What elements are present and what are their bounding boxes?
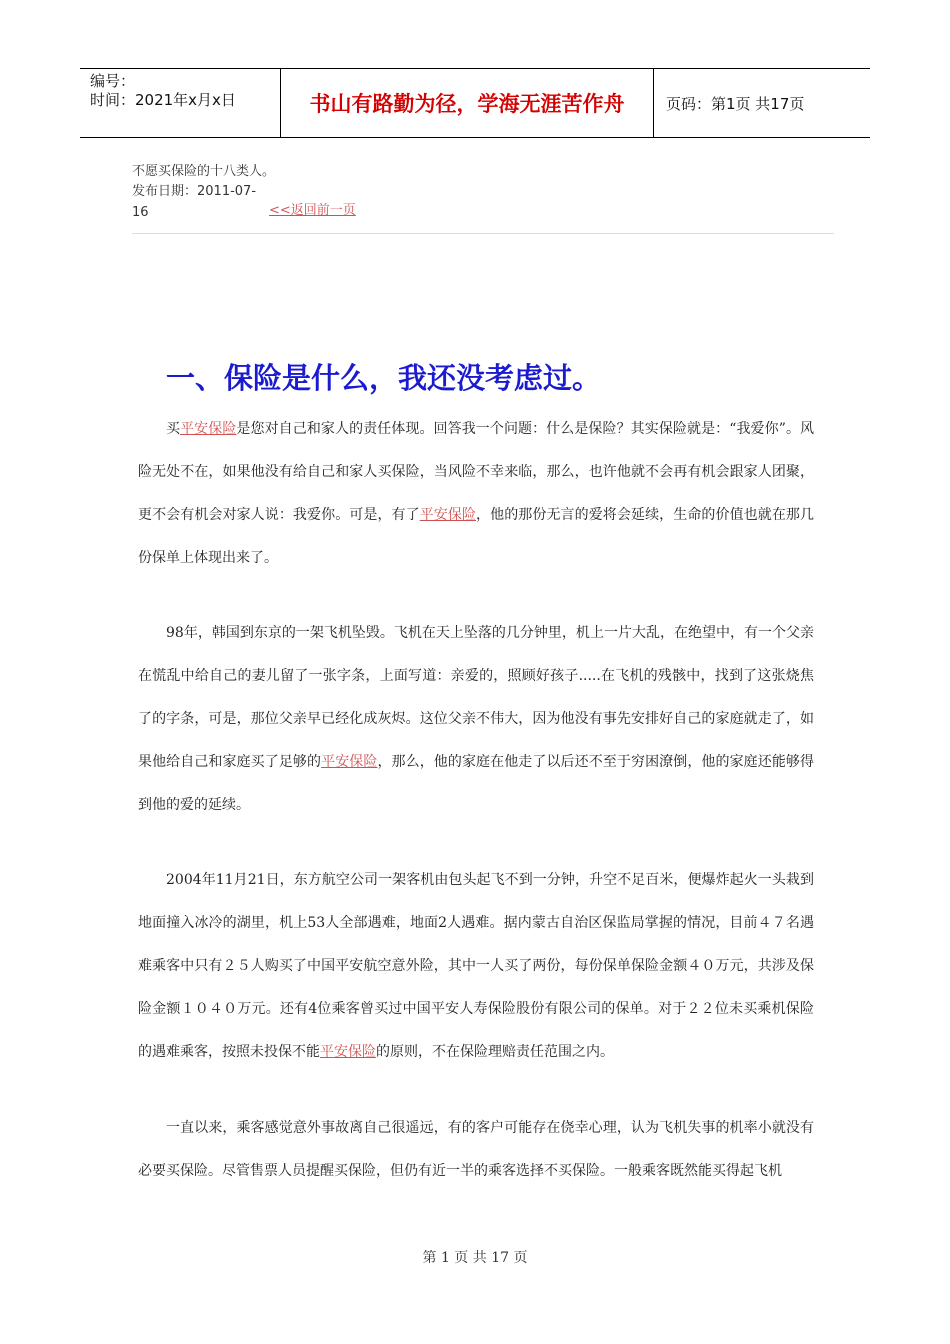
p3-text-b: 的原则，不在保险理赔责任范围之内。 [376, 1044, 614, 1060]
article-meta [132, 162, 275, 223]
header-page-label: 页码：第1页 共17页 [666, 94, 805, 113]
paragraph-2 [138, 612, 814, 827]
p2-text-b: ，那么，他的家庭在他走了以后还不至于穷困潦倒，他的家庭还能够得到他的爱的延续。 [138, 754, 815, 813]
header-left-cell [80, 69, 281, 137]
ping-an-link[interactable]: 平安保险 [320, 1044, 376, 1060]
p3-text-a: 2004年11月21日，东方航空公司一架客机由包头起飞不到一分钟，升空不足百米，便爆炸起火一头栽到地面撞入冰冷的湖里，机上53人全部遇难，地面2人遇难。据内蒙古自治区保监局掌握的情况，目前４７名遇难乘客中只有２５人购买了中国平安航空意外险，其中一人买了两份，每份保单保险金额４０万元，共涉及保险金额１０４０万元。还有4位乘客曾买过中国平安人寿保险股份有限公司的保单。对于２２位未买乘机保险的遇难乘客，按照未投保不能 [138, 872, 814, 1060]
divider [132, 233, 834, 234]
header-motto: 书山有路勤为径，学海无涯苦作舟 [309, 92, 625, 116]
article-title: 不愿买保险的十八类人。 [132, 164, 276, 179]
document-number-label: 编号： [90, 72, 136, 90]
section-heading: 一、保险是什么，我还没考虑过。 [166, 361, 602, 395]
paragraph-3 [138, 859, 814, 1074]
p1-text-b: 是您对自己和家人的责任体现。回答我一个问题：什么是保险？其实保险就是：“我爱你”。风险无处不在，如果他没有给自己和家人买保险，当风险不幸来临，那么，也许他就不会再有机会跟家人团聚，更不会有机会对家人说：我爱你。可是，有了 [138, 421, 815, 523]
page-footer: 第 1 页 共 17 页 [422, 1250, 528, 1266]
ping-an-link[interactable]: 平安保险 [321, 754, 378, 770]
header-page-cell [654, 69, 870, 137]
p1-text-c: ，他的那份无言的爱将会延续，生命的价值也就在那几份保单上体现出来了。 [138, 507, 815, 566]
p1-text-a: 买 [166, 421, 181, 437]
back-link[interactable]: <<返回前一页 [269, 203, 356, 218]
p2-text-a: 98年，韩国到东京的一架飞机坠毁。飞机在天上坠落的几分钟里，机上一片大乱，在绝望中，有一个父亲在慌乱中给自己的妻儿留了一张字条，上面写道：亲爱的，照顾好孩子.....在飞机的残骸中，找到了这张烧焦了的字条，可是，那位父亲早已经化成灰烬。这位父亲不伟大，因为他没有事先安排好自己的家庭就走了，如果他给自己和家庭买了足够的 [138, 625, 814, 770]
header-table [80, 68, 870, 138]
paragraph-4 [138, 1107, 814, 1193]
ping-an-link[interactable]: 平安保险 [419, 507, 477, 523]
ping-an-link[interactable]: 平安保险 [180, 421, 237, 437]
publish-date: 发布日期：2011-07-16 [132, 184, 257, 220]
p4-text-a: 一直以来，乘客感觉意外事故离自己很遥远，有的客户可能存在侥幸心理，认为飞机失事的机率小就没有必要买保险。尽管售票人员提醒买保险，但仍有近一半的乘客选择不买保险。一般乘客既然能买得起飞机 [138, 1120, 814, 1179]
paragraph-1 [138, 408, 814, 580]
document-time-label: 时间：2021年x月x日 [90, 91, 236, 109]
header-motto-cell [281, 69, 654, 137]
